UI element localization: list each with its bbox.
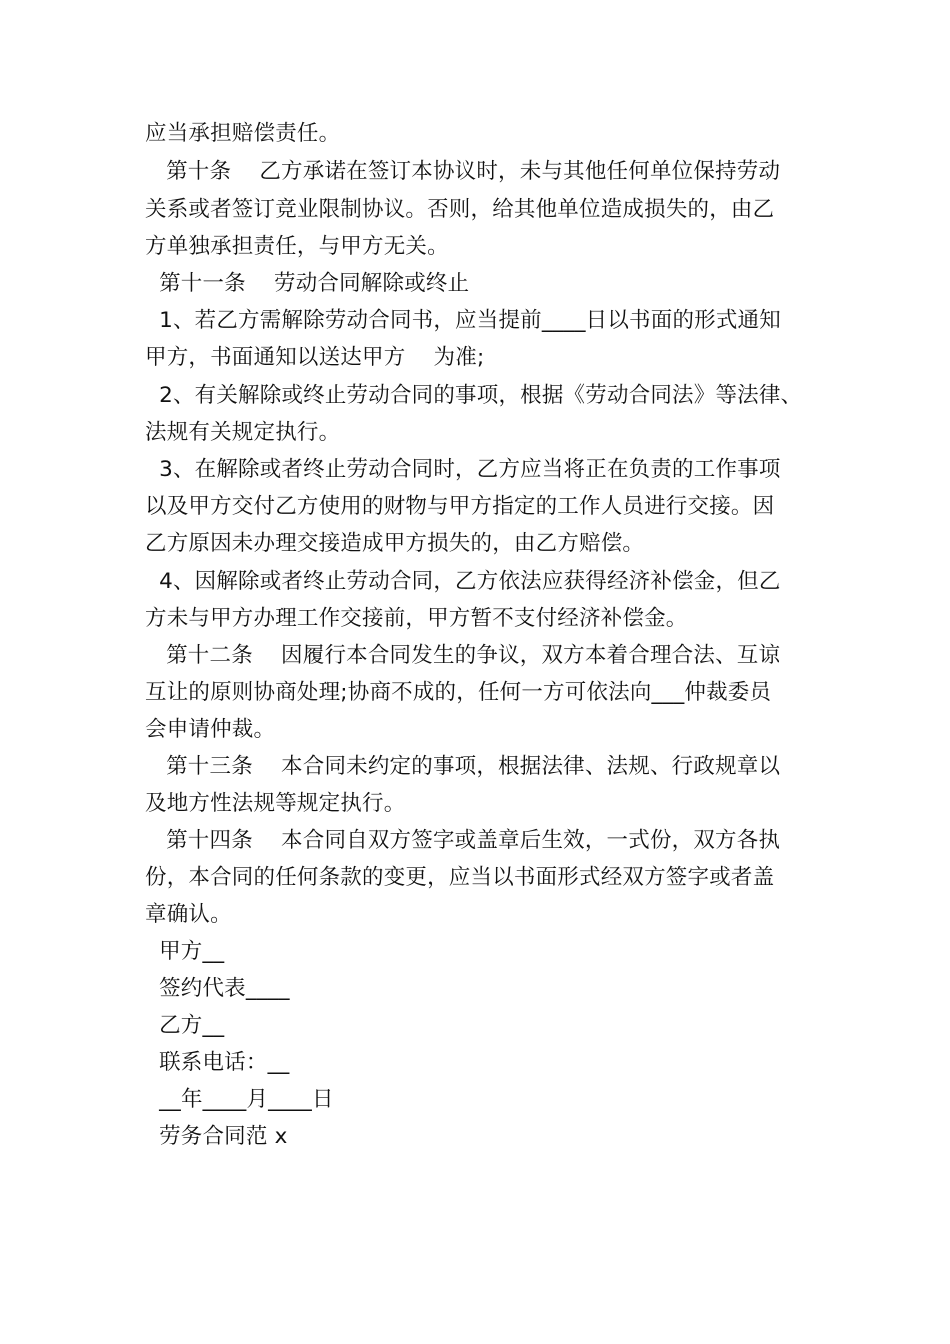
document-title-footer: 劳务合同范 x <box>145 1124 288 1149</box>
section-heading: 第十一条 劳动合同解除或终止 <box>145 271 470 296</box>
text-line: 以及甲方交付乙方使用的财物与甲方指定的工作人员进行交接。因 <box>145 494 775 519</box>
text-line: 关系或者签订竞业限制协议。否则，给其他单位造成损失的，由乙 <box>145 197 775 222</box>
contact-phone: 联系电话：__ <box>145 1050 290 1075</box>
text-line: 第十四条 本合同自双方签字或盖章后生效，一式份，双方各执 <box>145 828 781 853</box>
text-line: 章确认。 <box>145 902 232 927</box>
text-line: 第十二条 因履行本合同发生的争议，双方本着合理合法、互谅 <box>145 643 781 668</box>
signature-representative: 签约代表____ <box>145 976 290 1001</box>
text-line: 乙方原因未办理交接造成甲方损失的，由乙方赔偿。 <box>145 531 645 556</box>
text-line: 方单独承担责任，与甲方无关。 <box>145 234 449 259</box>
signature-date: __年____月____日 <box>145 1087 334 1112</box>
text-line: 及地方性法规等规定执行。 <box>145 791 406 816</box>
text-line: 互让的原则协商处理;协商不成的，任何一方可依法向___仲裁委员 <box>145 680 772 705</box>
signature-party-b: 乙方__ <box>145 1013 225 1038</box>
text-line: 会申请仲裁。 <box>145 717 276 742</box>
signature-party-a: 甲方__ <box>145 939 225 964</box>
text-line: 第十条 乙方承诺在签订本协议时，未与其他任何单位保持劳动 <box>145 159 781 184</box>
text-line: 方未与甲方办理工作交接前，甲方暂不支付经济补偿金。 <box>145 606 688 631</box>
text-line: 第十三条 本合同未约定的事项，根据法律、法规、行政规章以 <box>145 754 781 779</box>
text-line: 1、若乙方需解除劳动合同书，应当提前____日以书面的形式通知 <box>145 308 781 333</box>
text-line: 法规有关规定执行。 <box>145 420 341 445</box>
text-line: 甲方，书面通知以送达甲方 为准; <box>145 345 485 370</box>
text-line: 份，本合同的任何条款的变更，应当以书面形式经双方签字或者盖 <box>145 865 775 890</box>
text-line: 应当承担赔偿责任。 <box>145 121 341 146</box>
text-line: 4、因解除或者终止劳动合同，乙方依法应获得经济补偿金，但乙 <box>145 569 781 594</box>
text-line: 2、有关解除或终止劳动合同的事项，根据《劳动合同法》等法律、 <box>145 383 803 408</box>
text-line: 3、在解除或者终止劳动合同时，乙方应当将正在负责的工作事项 <box>145 457 781 482</box>
